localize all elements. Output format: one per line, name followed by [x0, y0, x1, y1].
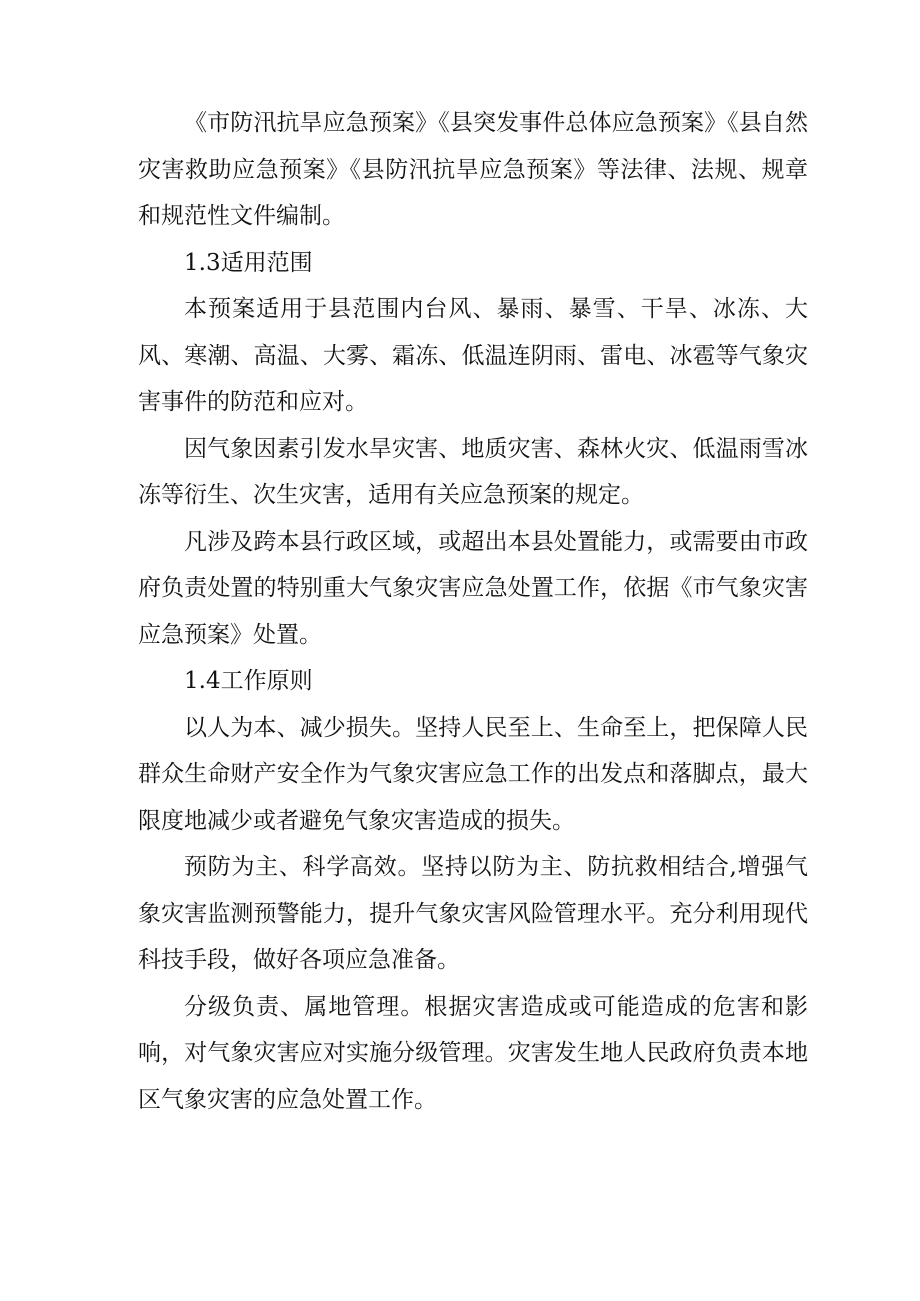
- paragraph-scope-cross-region: 凡涉及跨本县行政区域，或超出本县处置能力，或需要由市政府负责处置的特别重大气象灾害应急处置工作，依据《市气象灾害应急预案》处置。: [138, 528, 808, 648]
- paragraph-principle-tiered-management: 分级负责、属地管理。根据灾害造成或可能造成的危害和影响，对气象灾害应对实施分级管理。灾害发生地人民政府负责本地区气象灾害的应急处置工作。: [138, 993, 808, 1113]
- paragraph-legal-basis: 《市防汛抗旱应急预案》《县突发事件总体应急预案》《县自然灾害救助应急预案》《县防汛抗旱应急预案》等法律、法规、规章和规范性文件编制。: [138, 110, 808, 229]
- section-heading-scope: 1.3适用范围: [184, 249, 313, 276]
- document-body: [138, 100, 808, 1123]
- section-heading-principles: 1.4工作原则: [184, 668, 313, 694]
- paragraph-principle-people-first: 以人为本、减少损失。坚持人民至上、生命至上，把保障人民群众生命财产安全作为气象灾害应急工作的出发点和落脚点，最大限度地减少或者避免气象灾害造成的损失。: [138, 714, 808, 834]
- paragraph-scope-derived-disasters: 因气象因素引发水旱灾害、地质灾害、森林火灾、低温雨雪冰冻等衍生、次生灾害，适用有关应急预案的规定。: [138, 435, 808, 508]
- paragraph-principle-prevention: 预防为主、科学高效。坚持以防为主、防抗救相结合,增强气象灾害监测预警能力，提升气象灾害风险管理水平。充分利用现代科技手段，做好各项应急准备。: [138, 854, 808, 973]
- paragraph-scope-events: 本预案适用于县范围内台风、暴雨、暴雪、干旱、冰冻、大风、寒潮、高温、大雾、霜冻、低温连阴雨、雷电、冰雹等气象灾害事件的防范和应对。: [138, 296, 808, 415]
